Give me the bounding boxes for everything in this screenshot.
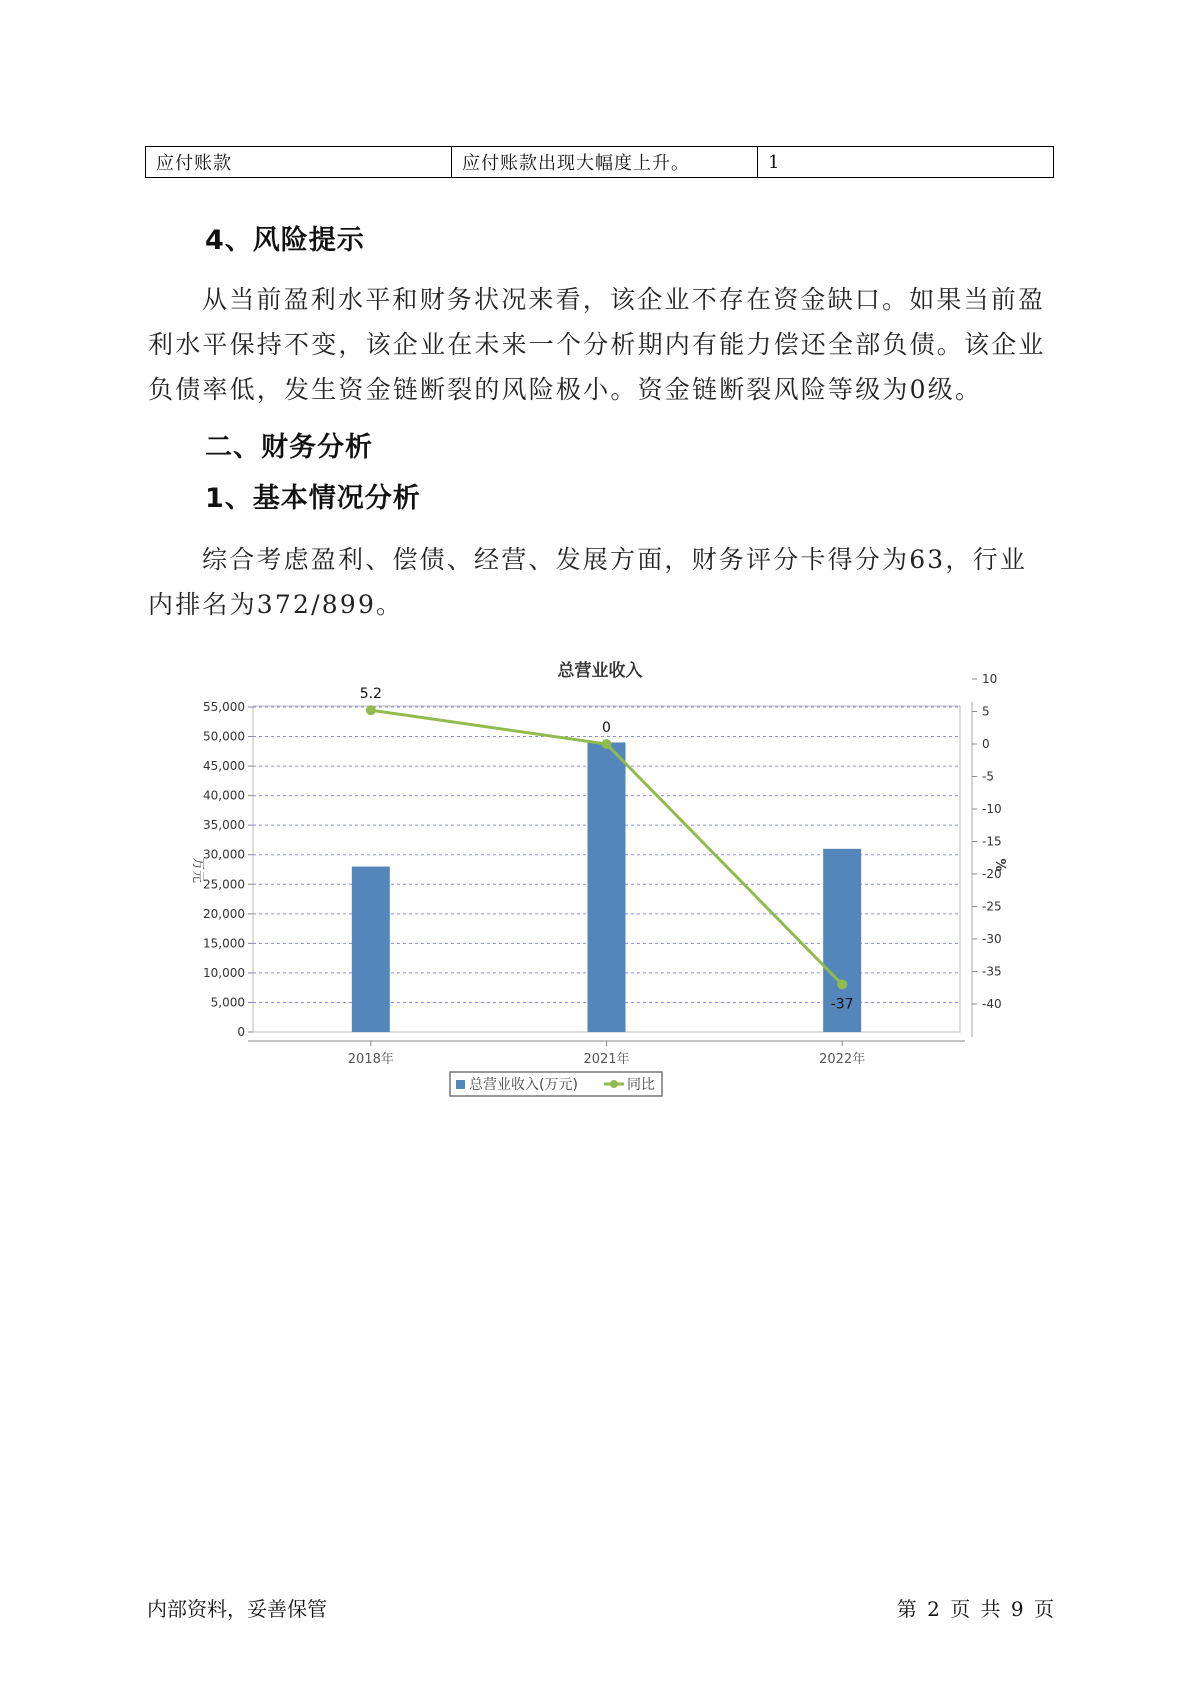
- finance-paragraph-text: 综合考虑盈利、偿债、经营、发展方面，财务评分卡得分为63，行业内排名为372/899。: [148, 545, 1028, 619]
- point-yoy: [602, 739, 612, 749]
- footer-page-number: 第 2 页 共 9 页: [896, 1597, 1054, 1621]
- y2-tick-label: -20: [982, 867, 1002, 881]
- finance-paragraph: [148, 537, 1054, 627]
- revenue-chart: [170, 650, 1007, 1110]
- point-yoy: [366, 705, 376, 715]
- y-tick-label: 50,000: [203, 729, 245, 744]
- y-tick-label: 5,000: [210, 995, 245, 1010]
- risk-heading: 4、风险提示: [205, 225, 365, 256]
- y2-axis-label: %: [992, 858, 1007, 872]
- revenue-chart-svg: [170, 650, 1007, 1110]
- y2-tick-label: 10: [982, 672, 998, 686]
- bar-revenue: [352, 867, 390, 1032]
- table-cell-item: 应付账款: [146, 147, 452, 178]
- y2-tick-label: -5: [982, 769, 994, 784]
- footer-confidential: 内部资料，妥善保管: [147, 1597, 327, 1621]
- chart-title: 总营业收入: [557, 661, 643, 681]
- x-tick-label: 2021年: [583, 1052, 630, 1067]
- y2-tick-label: -40: [982, 997, 1002, 1011]
- y2-tick-label: 5: [982, 704, 990, 719]
- table-cell-description: 应付账款出现大幅度上升。: [452, 147, 758, 178]
- legend-label-revenue: 总营业收入(万元): [469, 1077, 578, 1093]
- table-cell-score: 1: [758, 147, 1054, 178]
- y2-tick-label: -25: [982, 899, 1002, 914]
- data-label-yoy: -37: [830, 996, 854, 1013]
- basic-analysis-heading: 1、基本情况分析: [205, 483, 421, 514]
- y-tick-label: 45,000: [203, 759, 245, 774]
- legend-swatch-revenue: [456, 1080, 465, 1089]
- y-tick-label: 55,000: [203, 700, 245, 714]
- finance-heading: 二、财务分析: [205, 432, 373, 463]
- y2-tick-label: -35: [982, 964, 1002, 979]
- y-tick-label: 10,000: [203, 965, 245, 980]
- legend-label-yoy: 同比: [627, 1077, 655, 1093]
- y-tick-label: 30,000: [203, 847, 245, 862]
- y2-tick-label: 0: [982, 737, 990, 751]
- y-tick-label: 25,000: [203, 877, 245, 892]
- bar-revenue: [588, 742, 626, 1032]
- legend-swatch-yoy-dot: [610, 1080, 618, 1088]
- y-tick-label: 35,000: [203, 818, 245, 833]
- y2-tick-label: -15: [982, 834, 1002, 849]
- risk-paragraph: [148, 277, 1054, 412]
- data-label-yoy: 0: [602, 720, 611, 736]
- y-tick-label: 15,000: [203, 936, 245, 951]
- y2-tick-label: -10: [982, 802, 1002, 816]
- y2-tick-label: -30: [982, 932, 1002, 946]
- y-axis-label: 万元: [190, 856, 205, 884]
- x-tick-label: 2022年: [819, 1052, 866, 1067]
- data-label-yoy: 5.2: [359, 686, 382, 703]
- point-yoy: [837, 980, 847, 990]
- y-tick-label: 0: [237, 1025, 245, 1039]
- y-tick-label: 40,000: [203, 788, 245, 803]
- table-row: [146, 147, 1054, 178]
- risk-table: [145, 146, 1054, 178]
- x-tick-label: 2018年: [347, 1052, 394, 1067]
- risk-paragraph-text: 从当前盈利水平和财务状况来看，该企业不存在资金缺口。如果当前盈利水平保持不变，该企业在未来一个分析期内有能力偿还全部负债。该企业负债率低，发生资金链断裂的风险极小。资金链断裂风险等级为0级。: [148, 285, 1046, 404]
- y-tick-label: 20,000: [203, 906, 245, 921]
